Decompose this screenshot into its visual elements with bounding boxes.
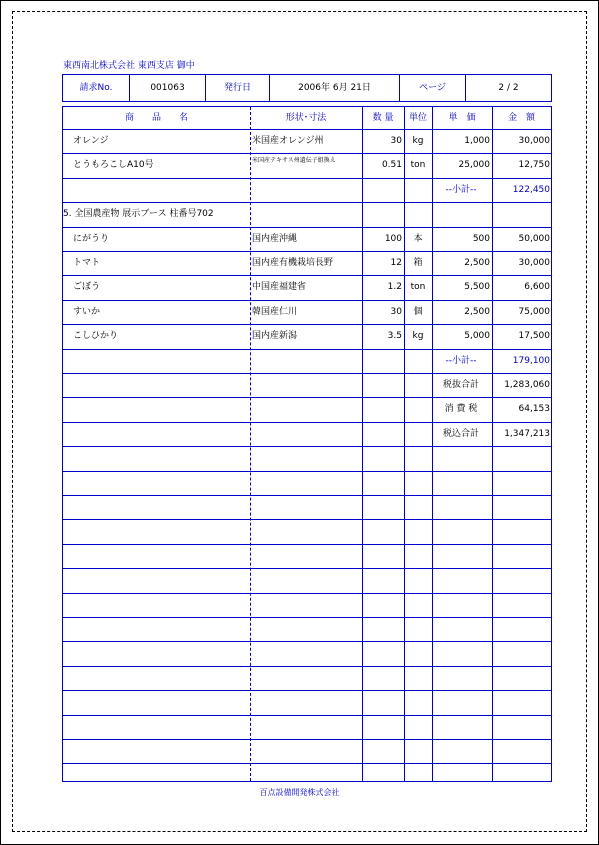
column-header-amount: 金 額 bbox=[507, 113, 535, 123]
invoice-no: 001063 bbox=[129, 75, 205, 101]
summary-amount: 1,283,060 bbox=[504, 380, 550, 390]
item-price: 500 bbox=[472, 234, 490, 244]
item-amount: 50,000 bbox=[518, 234, 550, 244]
row-divider bbox=[63, 568, 551, 569]
item-name: オレンジ bbox=[73, 136, 109, 146]
item-unit: ton bbox=[410, 282, 426, 292]
item-amount: 75,000 bbox=[518, 307, 550, 317]
row-divider bbox=[63, 593, 551, 594]
item-price: 25,000 bbox=[458, 160, 490, 170]
item-qty: 12 bbox=[390, 258, 402, 268]
item-spec: 国内産沖縄 bbox=[252, 234, 298, 244]
column-header-unit: 単位 bbox=[408, 113, 427, 123]
section-heading: 5. 全国農産物 展示ブース 柱番号702 bbox=[63, 209, 214, 219]
row-divider bbox=[63, 617, 551, 618]
item-qty: 30 bbox=[390, 136, 402, 146]
row-divider bbox=[63, 715, 551, 716]
item-unit: kg bbox=[412, 331, 424, 341]
customer-name: 東西南北株式会社 東西支店 御中 bbox=[63, 61, 195, 71]
page-number: 2 / 2 bbox=[465, 75, 551, 101]
column-header-price: 単 価 bbox=[448, 113, 476, 123]
item-name: とうもろこしA10号 bbox=[73, 160, 154, 170]
item-amount: 17,500 bbox=[518, 331, 550, 341]
item-spec: 国内産新潟 bbox=[252, 331, 298, 341]
column-divider bbox=[404, 107, 405, 781]
row-divider bbox=[63, 471, 551, 472]
item-price: 2,500 bbox=[464, 307, 490, 317]
issuer-company: 百点設備開発株式会社 bbox=[259, 788, 340, 797]
item-price: 2,500 bbox=[464, 258, 490, 268]
item-spec: 国内産有機栽培長野 bbox=[252, 258, 334, 268]
row-divider bbox=[63, 641, 551, 642]
item-name: こしひかり bbox=[73, 331, 119, 341]
subtotal-amount: 122,450 bbox=[512, 185, 550, 195]
issue-date: 2006年 6月 21日 bbox=[269, 75, 399, 101]
item-unit: 個 bbox=[413, 307, 423, 317]
row-divider bbox=[63, 763, 551, 764]
invoice-table bbox=[62, 106, 552, 782]
subtotal-amount: 179,100 bbox=[512, 356, 550, 366]
item-spec: 韓国産仁川 bbox=[252, 307, 298, 317]
item-qty: 0.51 bbox=[381, 160, 402, 170]
item-qty: 3.5 bbox=[387, 331, 402, 341]
subtotal-label: --小計-- bbox=[445, 185, 477, 195]
subtotal-label: --小計-- bbox=[445, 356, 477, 366]
summary-amount: 1,347,213 bbox=[504, 429, 550, 439]
item-price: 5,500 bbox=[464, 282, 490, 292]
invoice-no-label: 請求No. bbox=[79, 83, 113, 93]
item-price: 1,000 bbox=[464, 136, 490, 146]
item-amount: 30,000 bbox=[518, 258, 550, 268]
item-qty: 100 bbox=[384, 234, 402, 244]
item-spec: 米国産オレンジ州 bbox=[252, 136, 324, 146]
summary-label: 消 費 税 bbox=[444, 404, 478, 414]
summary-label: 税込合計 bbox=[442, 429, 479, 439]
item-price: 5,000 bbox=[464, 331, 490, 341]
item-amount: 6,600 bbox=[524, 282, 550, 292]
row-divider bbox=[63, 666, 551, 667]
item-spec: 中国産福建省 bbox=[252, 282, 307, 292]
item-name: すいか bbox=[73, 307, 101, 317]
issue-date-label: 発行日 bbox=[205, 75, 269, 101]
item-amount: 30,000 bbox=[518, 136, 550, 146]
item-qty: 30 bbox=[390, 307, 402, 317]
item-unit: 本 bbox=[413, 234, 423, 244]
item-name: にがうり bbox=[73, 234, 110, 244]
row-divider bbox=[63, 446, 551, 447]
summary-amount: 64,153 bbox=[518, 404, 550, 414]
row-divider bbox=[63, 739, 551, 740]
invoice-header bbox=[62, 74, 552, 102]
item-unit: kg bbox=[412, 136, 424, 146]
item-spec: 米国産テキサス州遺伝子組換え bbox=[252, 157, 336, 164]
column-header-name: 商 品 名 bbox=[124, 113, 188, 123]
item-name: ごぼう bbox=[73, 282, 101, 292]
summary-label: 税抜合計 bbox=[442, 380, 479, 390]
item-qty: 1.2 bbox=[387, 282, 402, 292]
column-divider bbox=[362, 107, 363, 781]
item-name: トマト bbox=[73, 258, 101, 268]
item-amount: 12,750 bbox=[518, 160, 550, 170]
row-divider bbox=[63, 519, 551, 520]
row-divider bbox=[63, 690, 551, 691]
item-unit: 箱 bbox=[413, 258, 423, 268]
column-header-qty: 数 量 bbox=[372, 113, 394, 123]
page-label: ページ bbox=[399, 75, 465, 101]
item-unit: ton bbox=[410, 160, 426, 170]
row-divider bbox=[63, 495, 551, 496]
column-header-spec: 形状･寸法 bbox=[285, 113, 327, 123]
row-divider bbox=[63, 544, 551, 545]
